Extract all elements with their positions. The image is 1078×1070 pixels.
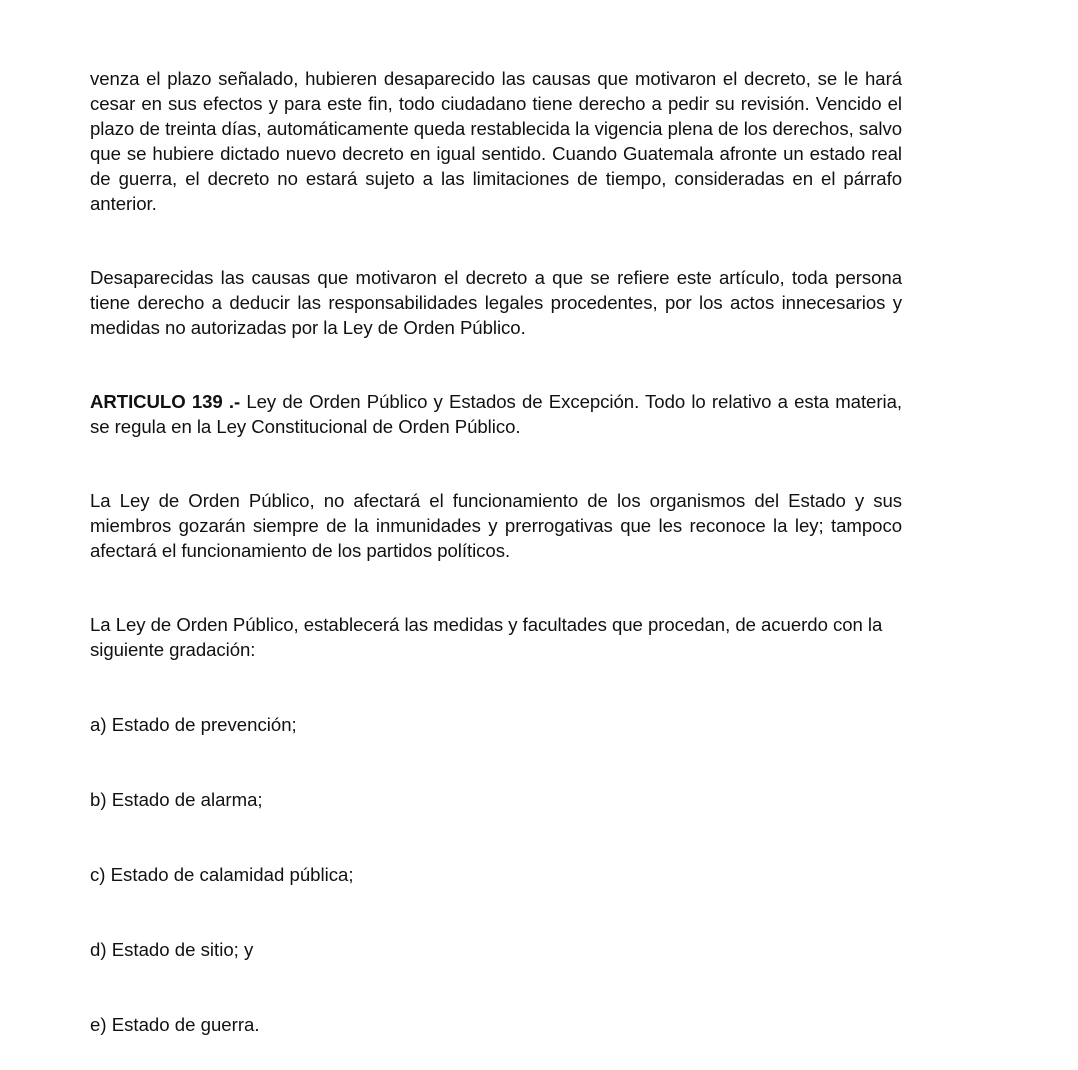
list-item: e) Estado de guerra. bbox=[90, 1014, 260, 1035]
paragraph-article-139 bbox=[90, 389, 902, 439]
document-page bbox=[90, 66, 902, 1037]
article-text: Ley de Orden Público y Estados de Excepción. Todo lo relativo a esta materia, se regula en la Ley Constitucional de Orden Público. bbox=[90, 391, 902, 437]
list-item: d) Estado de sitio; y bbox=[90, 939, 254, 960]
paragraph-gradation: La Ley de Orden Público, establecerá las medidas y facultades que procedan, de acuerdo con la siguiente gradación: bbox=[90, 614, 883, 660]
paragraph-state-organisms: La Ley de Orden Público, no afectará el funcionamiento de los organismos del Estado y sus miembros gozarán siempre de la inmunidades y prerrogativas que les reconoce la ley; tampoco afectará el funcionamiento de los partidos políticos. bbox=[90, 490, 902, 561]
list-item: a) Estado de prevención; bbox=[90, 714, 297, 735]
paragraph-decree-revision: venza el plazo señalado, hubieren desaparecido las causas que motivaron el decreto, se le hará cesar en sus efectos y para este fin, todo ciudadano tiene derecho a pedir su revisión. Vencido el plazo de treinta días, automáticamente queda restablecida la vigencia plena de los derechos, salvo que se hubiere dictado nuevo decreto en igual sentido. Cuando Guatemala afronte un estado real de guerra, el decreto no estará sujeto a las limitaciones de tiempo, consideradas en el párrafo anterior. bbox=[90, 68, 902, 214]
paragraph-responsibilities: Desaparecidas las causas que motivaron el decreto a que se refiere este artículo, toda persona tiene derecho a deducir las responsabilidades legales procedentes, por los actos innecesarios y medidas no autorizadas por la Ley de Orden Público. bbox=[90, 267, 902, 338]
list-item: b) Estado de alarma; bbox=[90, 789, 263, 810]
list-item: c) Estado de calamidad pública; bbox=[90, 864, 354, 885]
article-heading: ARTICULO 139 .- bbox=[90, 391, 241, 412]
